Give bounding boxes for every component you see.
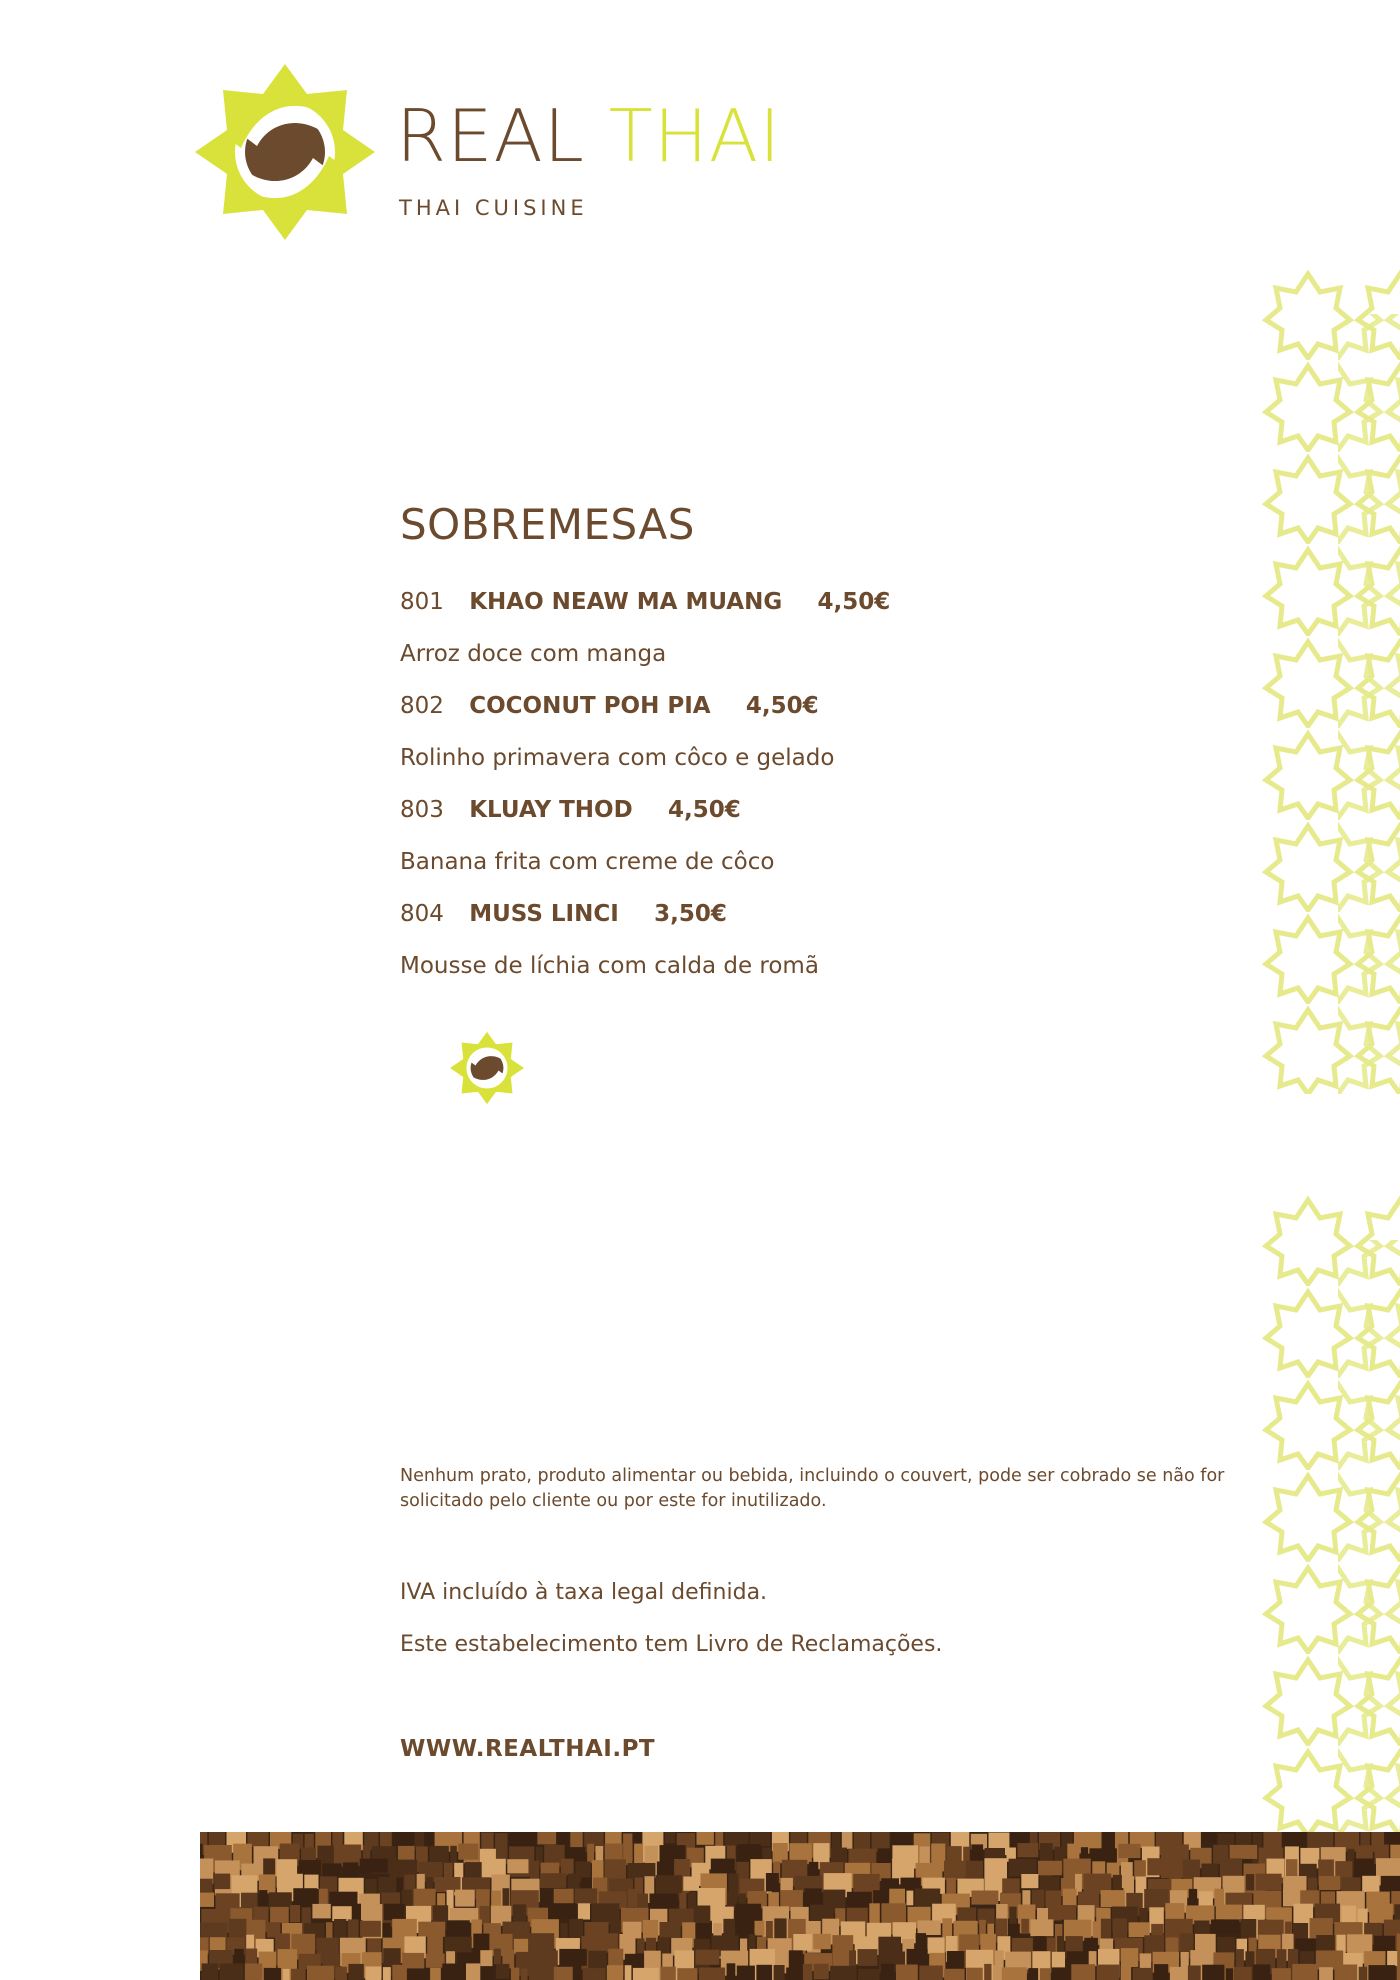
texture-block — [918, 1920, 941, 1935]
texture-block — [944, 1969, 964, 1980]
texture-block — [858, 1969, 880, 1980]
texture-block — [575, 1888, 597, 1904]
texture-block — [1040, 1968, 1050, 1980]
texture-block — [677, 1968, 697, 1980]
texture-block — [529, 1964, 552, 1980]
texture-block — [793, 1934, 812, 1951]
texture-block — [849, 1950, 856, 1968]
texture-block — [984, 1964, 991, 1980]
texture-block — [624, 1844, 632, 1861]
texture-block — [966, 1968, 983, 1980]
texture-block — [583, 1968, 606, 1980]
texture-block — [1154, 1964, 1168, 1980]
texture-block — [1002, 1967, 1027, 1980]
texture-block — [1009, 1859, 1037, 1877]
item-description: Arroz doce com manga — [400, 641, 667, 668]
texture-block — [947, 1846, 962, 1862]
texture-block — [1253, 1964, 1270, 1980]
texture-block — [1129, 1922, 1150, 1937]
texture-block — [660, 1922, 681, 1938]
texture-block — [430, 1968, 441, 1980]
texture-block — [766, 1873, 779, 1892]
texture-block — [896, 1965, 918, 1980]
texture-block — [814, 1964, 829, 1980]
texture-block — [537, 1832, 556, 1844]
texture-block — [813, 1934, 831, 1949]
texture-block — [1071, 1964, 1095, 1980]
texture-block — [1113, 1918, 1127, 1940]
brand-title — [396, 94, 782, 178]
texture-block — [774, 1965, 785, 1980]
texture-block — [1216, 1905, 1242, 1920]
texture-block — [442, 1964, 464, 1980]
menu-item — [400, 576, 1240, 628]
texture-block — [200, 1893, 214, 1907]
texture-block — [202, 1963, 219, 1980]
texture-block — [756, 1965, 772, 1980]
texture-block — [725, 1832, 749, 1846]
texture-block — [1097, 1965, 1120, 1980]
texture-block — [574, 1965, 581, 1980]
texture-block — [1052, 1952, 1065, 1968]
texture-block — [1021, 1874, 1038, 1888]
texture-block — [1052, 1967, 1070, 1980]
item-number: 802 — [400, 693, 444, 720]
texture-block — [483, 1859, 506, 1877]
item-number: 801 — [400, 589, 444, 616]
texture-block — [1028, 1968, 1038, 1980]
texture-block — [1246, 1874, 1254, 1890]
item-name: COCONUT POH PIA — [469, 693, 711, 720]
texture-block — [633, 1968, 659, 1980]
texture-block — [561, 1859, 574, 1876]
texture-block — [427, 1935, 443, 1954]
texture-block — [214, 1874, 230, 1890]
texture-block — [511, 1968, 519, 1980]
texture-block — [503, 1888, 510, 1906]
texture-block — [1063, 1889, 1077, 1907]
texture-block — [307, 1966, 334, 1980]
texture-block — [646, 1938, 656, 1952]
texture-block — [1121, 1948, 1138, 1967]
texture-block — [1369, 1965, 1396, 1980]
menu-section — [400, 500, 1240, 992]
item-price: 4,50€ — [817, 589, 891, 616]
texture-block — [530, 1861, 539, 1882]
legal-notice: Nenhum prato, produto alimentar ou bebida, incluindo o couvert, pode ser cobrado se não for solicitado pelo cliente ou por este for inutilizado. — [400, 1466, 1225, 1511]
texture-block — [695, 1906, 710, 1924]
item-description: Mousse de líchia com calda de romã — [400, 953, 819, 980]
complaints-book-notice: Este estabelecimento tem Livro de Reclamações. — [400, 1632, 943, 1657]
texture-block — [1359, 1967, 1367, 1980]
texture-block — [1256, 1874, 1282, 1891]
item-price: 4,50€ — [745, 693, 819, 720]
texture-block — [928, 1937, 945, 1953]
texture-block — [1147, 1858, 1167, 1875]
texture-block — [541, 1873, 566, 1888]
texture-block — [881, 1964, 894, 1979]
texture-block — [1235, 1967, 1252, 1980]
texture-block — [458, 1844, 478, 1860]
menu-item — [400, 784, 1240, 836]
texture-block — [245, 1964, 262, 1980]
texture-block — [383, 1967, 391, 1980]
texture-block — [466, 1963, 480, 1980]
texture-block — [1202, 1965, 1224, 1980]
item-name: KHAO NEAW MA MUANG — [469, 589, 783, 616]
texture-block — [1089, 1951, 1097, 1966]
brand-subtitle: THAI CUISINE — [399, 196, 588, 220]
texture-block — [1049, 1905, 1076, 1920]
texture-block — [1139, 1908, 1148, 1924]
texture-block — [607, 1965, 623, 1980]
texture-block — [1272, 1968, 1291, 1980]
texture-block — [1226, 1968, 1233, 1980]
texture-block — [944, 1861, 964, 1881]
texture-block — [916, 1933, 926, 1947]
texture-block — [727, 1963, 736, 1980]
texture-block — [1038, 1861, 1062, 1876]
texture-block — [1335, 1965, 1358, 1980]
texture-block — [1362, 1876, 1379, 1892]
texture-block — [665, 1832, 675, 1843]
item-price: 4,50€ — [668, 797, 741, 824]
texture-block — [971, 1891, 998, 1905]
texture-block — [1263, 1832, 1281, 1850]
texture-block — [628, 1889, 636, 1907]
texture-block — [907, 1891, 914, 1906]
texture-block — [660, 1967, 675, 1980]
texture-block — [830, 1966, 856, 1980]
texture-block — [514, 1939, 528, 1954]
lotus-swirl-logo-small-icon — [448, 1030, 526, 1106]
texture-block — [696, 1950, 720, 1965]
texture-block — [550, 1903, 577, 1918]
item-name: KLUAY THOD — [469, 797, 633, 824]
texture-block — [480, 1950, 492, 1966]
texture-block — [1214, 1889, 1224, 1907]
geometric-star-pattern-icon — [1262, 268, 1400, 1094]
texture-block — [1292, 1964, 1317, 1980]
texture-block — [625, 1965, 632, 1980]
texture-block — [1188, 1966, 1201, 1980]
texture-block — [418, 1922, 445, 1937]
texture-block — [1030, 1919, 1053, 1936]
item-name: MUSS LINCI — [469, 901, 619, 928]
texture-block — [1319, 1967, 1333, 1980]
menu-item — [400, 680, 1240, 732]
texture-block — [384, 1904, 405, 1920]
texture-block — [993, 1965, 1000, 1980]
brand-thai: THAI — [608, 94, 782, 178]
texture-block — [1202, 1832, 1216, 1843]
texture-block — [697, 1832, 714, 1845]
texture-block — [360, 1921, 381, 1937]
texture-block — [312, 1904, 330, 1919]
texture-block — [360, 1859, 388, 1873]
texture-block — [786, 1968, 801, 1980]
texture-block — [507, 1859, 528, 1873]
iva-notice: IVA incluído à taxa legal definida. — [400, 1580, 768, 1605]
item-number: 804 — [400, 901, 444, 928]
texture-block — [1022, 1890, 1030, 1905]
texture-block — [335, 1967, 347, 1980]
texture-block — [803, 1964, 812, 1980]
texture-block — [919, 1966, 943, 1980]
texture-block — [365, 1967, 381, 1980]
texture-block — [755, 1921, 765, 1936]
texture-block — [494, 1949, 501, 1965]
texture-block — [270, 1907, 289, 1923]
item-number: 803 — [400, 797, 444, 824]
texture-block — [1387, 1951, 1397, 1966]
texture-block — [1017, 1843, 1038, 1857]
texture-block — [683, 1877, 699, 1891]
texture-block — [496, 1964, 509, 1979]
menu-item — [400, 888, 1240, 940]
texture-block — [766, 1921, 773, 1939]
texture-block — [834, 1949, 848, 1966]
texture-block — [737, 1966, 755, 1980]
texture-block — [220, 1964, 244, 1980]
texture-block — [578, 1903, 590, 1919]
website-link[interactable]: WWW.REALTHAI.PT — [400, 1736, 656, 1762]
brand-real: REAL — [396, 94, 585, 178]
texture-block — [559, 1949, 587, 1966]
item-description: Rolinho primavera com côco e gelado — [400, 745, 835, 772]
texture-block — [455, 1890, 475, 1907]
texture-block — [554, 1967, 573, 1980]
texture-block — [842, 1832, 853, 1849]
item-price: 3,50€ — [654, 901, 727, 928]
texture-block — [1319, 1876, 1340, 1890]
wood-texture-banner — [200, 1832, 1400, 1980]
texture-block — [1005, 1952, 1031, 1970]
texture-block — [392, 1965, 405, 1980]
texture-block — [1002, 1878, 1020, 1895]
geometric-star-pattern-icon — [1262, 1194, 1400, 1836]
texture-block — [1170, 1967, 1187, 1980]
texture-block — [426, 1954, 445, 1968]
texture-block — [283, 1969, 290, 1980]
texture-block — [1230, 1845, 1257, 1859]
texture-block — [264, 1968, 281, 1980]
texture-block — [290, 1905, 300, 1922]
texture-block — [407, 1968, 429, 1980]
texture-block — [637, 1939, 644, 1954]
texture-block — [1211, 1920, 1239, 1934]
texture-block — [1133, 1968, 1153, 1980]
texture-block — [482, 1967, 495, 1980]
lotus-swirl-logo-icon — [190, 62, 380, 242]
texture-block — [291, 1969, 305, 1980]
texture-block — [1121, 1966, 1131, 1980]
texture-block — [332, 1906, 351, 1921]
texture-block — [348, 1964, 363, 1980]
texture-block — [1101, 1890, 1125, 1907]
texture-block — [1118, 1844, 1140, 1858]
texture-block — [750, 1832, 770, 1846]
texture-block — [634, 1844, 643, 1865]
texture-block — [304, 1875, 318, 1889]
texture-block — [699, 1968, 725, 1980]
texture-block — [521, 1969, 528, 1980]
texture-block — [858, 1949, 878, 1966]
item-description: Banana frita com creme de côco — [400, 849, 775, 876]
section-title: SOBREMESAS — [400, 500, 695, 549]
texture-block — [1021, 1919, 1029, 1933]
